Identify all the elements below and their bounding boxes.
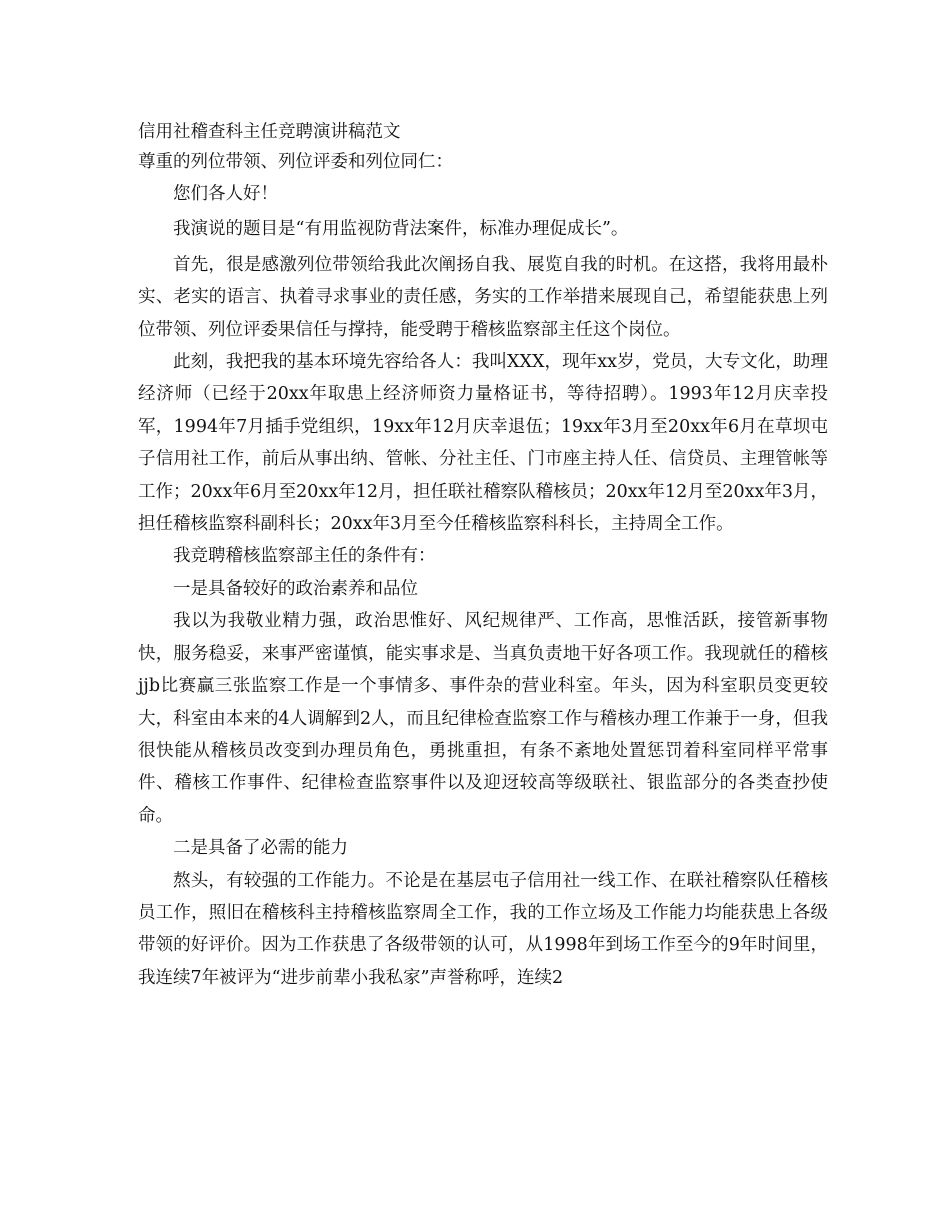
paragraph-opening: 首先，很是感激列位带领给我此次阐扬自我、展览自我的时机。在这搭，我将用最朴实、老实的语言、执着寻求事业的责任感，务实的工作举措来展现自己，希望能获患上列位带领、列位评委果信任与撑持，能受聘于稽核监察部主任这个岗位。 xyxy=(138,254,828,340)
paragraph-background: 此刻，我把我的基本环境先容给各人：我叫XXX，现年xx岁，党员，大专文化，助理经济师（已经于20xx年取患上经济师资力量格证书，等待招聘）。1993年12月庆幸投军，1994年7月插手党组织，19xx年12月庆幸退伍；19xx年3月至20xx年6月在草坝屯子信用社工作，前后从事出纳、管帐、分社主任、门市座主持人任、信贷员、主理管帐等工作；20xx年6月至20xx年12月，担任联社稽察队稽核员；20xx年12月至20xx年3月，担任稽核监察科副科长；20xx年3月至今任稽核监察科科长，主持周全工作。 xyxy=(138,352,828,535)
heading-ability: 二是具备了必需的能力 xyxy=(173,838,348,859)
paragraph-topic: 我演说的题目是“有用监视防背法案件，标准办理促成长”。 xyxy=(173,219,629,240)
paragraph-greeting: 您们各人好！ xyxy=(173,184,278,204)
document-body xyxy=(138,118,828,994)
paragraph-political-quality: 我以为我敬业精力强，政治思惟好、风纪规律严、工作高，思惟活跃，接管新事物快，服务稳妥，来事严密谨慎，能实事求是、当真负责地干好各项工作。我现就任的稽核jjb比赛赢三张监察工作是一个事情多、事件杂的营业科室。年头，因为科室职员变更较大，科室由本来的4人调解到2人，而且纪律检查监察工作与稽核办理工作兼于一身，但我很快能从稽核员改变到办理员角色，勇挑重担，有条不紊地处置惩罚着科室同样平常事件、稽核工作事件、纪律检查监察事件以及迎迓较高等级联社、银监部分的各类查抄使命。 xyxy=(138,611,828,826)
document-title: 信用社稽查科主任竞聘演讲稿范文 xyxy=(138,122,401,142)
heading-political-quality: 一是具备较好的政治素养和品位 xyxy=(173,578,418,599)
paragraph-ability: 熬头，有较强的工作能力。不论是在基层屯子信用社一线工作、在联社稽察队任稽核员工作，照旧在稽核科主持稽核监察周全工作，我的工作立场及工作能力均能获患上各级带领的好评价。因为工作获患了各级带领的认可，从1998年到场工作至今的9年时间里，我连续7年被评为“进步前辈小我私家”声誉称呼，连续2 xyxy=(138,870,828,988)
paragraph-conditions-intro: 我竞聘稽核监察部主任的条件有： xyxy=(173,546,436,567)
salutation: 尊重的列位带领、列位评委和列位同仁： xyxy=(138,152,453,172)
